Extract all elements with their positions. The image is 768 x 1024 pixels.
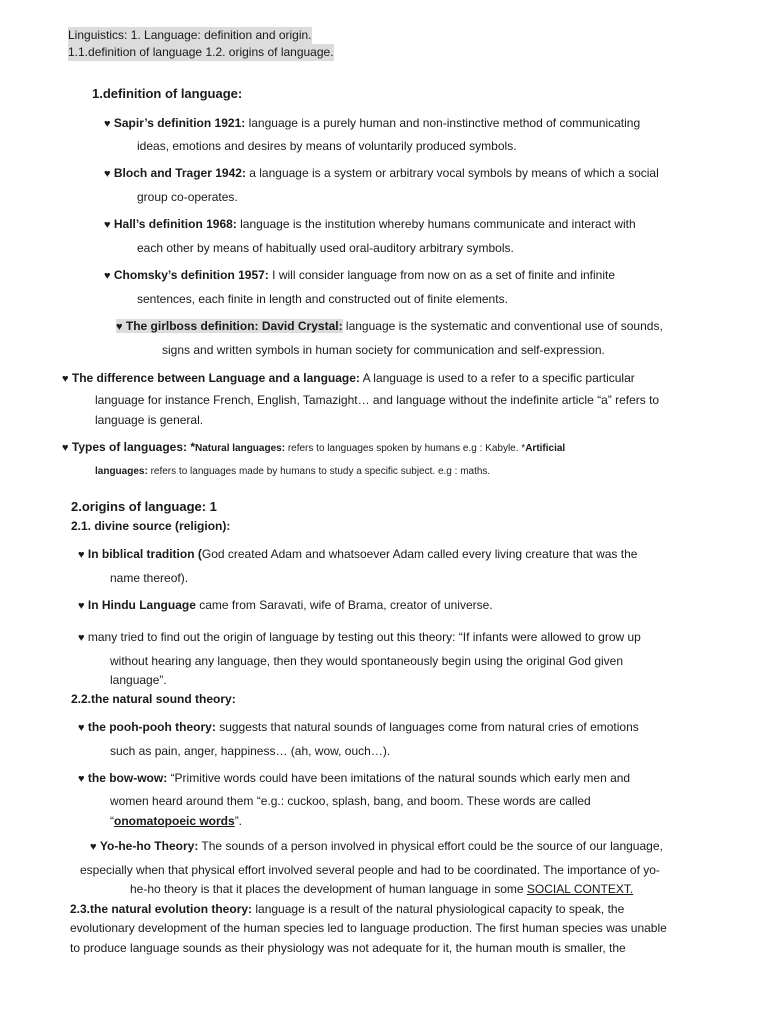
difference-text-1: A language is used to a refer to a specific particular	[359, 371, 635, 385]
heart-bullet-icon: ♥	[116, 321, 123, 333]
bowwow-text-3-pre: “	[110, 814, 114, 828]
pooh-text-2: such as pain, anger, happiness… (ah, wow, ouch…).	[110, 744, 391, 758]
artificial-label-a: Artificial	[525, 443, 566, 454]
crystal-highlight	[116, 319, 343, 333]
yoheho-label: Yo-he-ho Theory:	[99, 839, 199, 853]
types-line-1	[62, 439, 565, 457]
many-line-1	[78, 629, 641, 646]
crystal-text-2: signs and written symbols in human society for communication and self-expression.	[162, 343, 605, 357]
heart-bullet-icon: ♥	[104, 168, 111, 180]
bloch-line-1	[104, 165, 659, 182]
section2-heading: 2.origins of language: 1	[71, 499, 217, 514]
natural-text: refers to languages spoken by humans e.g : Kabyle. *	[285, 443, 526, 454]
sub3-label: 2.3.the natural evolution theory:	[70, 902, 253, 916]
hindu-line-1	[78, 597, 493, 614]
difference-text-2: language for instance French, English, Tamazight… and language without the indefinite article “a” refers to	[95, 393, 660, 407]
heart-bullet-icon: ♥	[90, 841, 97, 853]
heart-bullet-icon: ♥	[78, 773, 85, 785]
hindu-text-1: came from Saravati, wife of Brama, creator of universe.	[195, 598, 493, 612]
yoheho-line-3	[130, 881, 633, 897]
document-header	[68, 27, 334, 61]
hall-label: Hall’s definition 1968:	[113, 217, 237, 231]
artificial-text: refers to languages made by humans to study a specific subject. e.g : maths.	[147, 466, 491, 477]
heart-bullet-icon: ♥	[104, 118, 111, 130]
sub3-line-1	[70, 901, 624, 917]
bowwow-text-3-post: ”.	[234, 814, 243, 828]
bowwow-line-3	[110, 813, 242, 829]
many-text-3: language”.	[110, 673, 167, 687]
bowwow-line-1	[78, 770, 630, 787]
sapir-text-1: language is a purely human and non-instinctive method of communicating	[245, 116, 641, 130]
bowwow-label: the bow-wow:	[87, 771, 168, 785]
hall-text-2: each other by means of habitually used oral-auditory arbitrary symbols.	[137, 241, 514, 255]
bloch-label: Bloch and Trager 1942:	[113, 166, 246, 180]
difference-line-1	[62, 370, 635, 387]
chomsky-text-2: sentences, each finite in length and constructed out of finite elements.	[137, 292, 508, 306]
pooh-label: the pooh-pooh theory:	[87, 720, 216, 734]
chomsky-label: Chomsky’s definition 1957:	[113, 268, 269, 282]
heart-bullet-icon: ♥	[78, 722, 85, 734]
pooh-text-1: suggests that natural sounds of languages come from natural cries of emotions	[215, 720, 639, 734]
crystal-line-1	[116, 318, 663, 335]
hall-text-1: language is the institution whereby humans communicate and interact with	[236, 217, 636, 231]
artificial-label-b: languages:	[95, 466, 148, 477]
bowwow-text-1: “Primitive words could have been imitations of the natural sounds which early men and	[167, 771, 631, 785]
sub3-text-1: language is a result of the natural physiological capacity to speak, the	[252, 902, 625, 916]
heart-bullet-icon: ♥	[78, 632, 85, 644]
heart-bullet-icon: ♥	[104, 270, 111, 282]
social-context-term: SOCIAL CONTEXT.	[526, 882, 634, 896]
bowwow-text-2: women heard around them “e.g.: cuckoo, splash, bang, and boom. These words are called	[110, 794, 591, 808]
many-text-2: without hearing any language, then they would spontaneously begin using the original God given	[110, 654, 624, 668]
crystal-text-1: language is the systematic and conventional use of sounds,	[342, 319, 663, 333]
crystal-label: The girlboss definition: David Crystal:	[125, 319, 343, 333]
sub1-heading: 2.1. divine source (religion):	[71, 519, 231, 533]
sub3-text-2: evolutionary development of the human species led to language production. The first human species was unable	[70, 921, 667, 935]
header-line-2: 1.1.definition of language 1.2. origins of language.	[68, 45, 334, 59]
header-line-1: Linguistics: 1. Language: definition and origin.	[68, 28, 312, 42]
many-text-1: many tried to find out the origin of language by testing out this theory: “If infants were allowed to grow up	[87, 630, 641, 644]
section1-heading: 1.definition of language:	[92, 86, 243, 101]
yoheho-text-3: he-ho theory is that it places the development of human language in some	[130, 882, 527, 896]
heart-bullet-icon: ♥	[78, 549, 85, 561]
sapir-label: Sapir’s definition 1921:	[113, 116, 246, 130]
heart-bullet-icon: ♥	[104, 219, 111, 231]
biblical-text-2: name thereof).	[110, 571, 189, 585]
biblical-line-1	[78, 546, 637, 563]
pooh-line-1	[78, 719, 639, 736]
natural-label: Natural languages:	[195, 443, 286, 454]
types-label: Types of languages: *	[71, 440, 196, 454]
chomsky-text-1: I will consider language from now on as a set of finite and infinite	[268, 268, 616, 282]
heart-bullet-icon: ♥	[78, 600, 85, 612]
difference-label: The difference between Language and a language:	[71, 371, 360, 385]
biblical-text-1: God created Adam and whatsoever Adam called every living creature that was the	[201, 547, 638, 561]
yoheho-line-1	[90, 838, 663, 855]
difference-text-3: language is general.	[95, 413, 204, 427]
sapir-text-2: ideas, emotions and desires by means of voluntarily produced symbols.	[137, 139, 517, 153]
heart-bullet-icon: ♥	[62, 442, 69, 454]
onomatopoeic-words-term: onomatopoeic words	[114, 814, 235, 828]
chomsky-line-1	[104, 267, 615, 284]
yoheho-text-2: especially when that physical effort involved several people and had to be coordinated. The importance of yo-	[80, 863, 660, 877]
hall-line-1	[104, 216, 636, 233]
hindu-label: In Hindu Language	[87, 598, 196, 612]
heart-bullet-icon: ♥	[62, 373, 69, 385]
biblical-label: In biblical tradition (	[87, 547, 202, 561]
bloch-text-1: a language is a system or arbitrary vocal symbols by means of which a social	[245, 166, 659, 180]
sub2-heading: 2.2.the natural sound theory:	[71, 692, 236, 706]
bloch-text-2: group co-operates.	[137, 190, 238, 204]
yoheho-text-1: The sounds of a person involved in physical effort could be the source of our language,	[198, 839, 663, 853]
types-line-2	[95, 462, 490, 480]
sub3-text-3: to produce language sounds as their physiology was not adequate for it, the human mouth is smaller, the	[70, 941, 626, 955]
sapir-line-1	[104, 115, 640, 132]
